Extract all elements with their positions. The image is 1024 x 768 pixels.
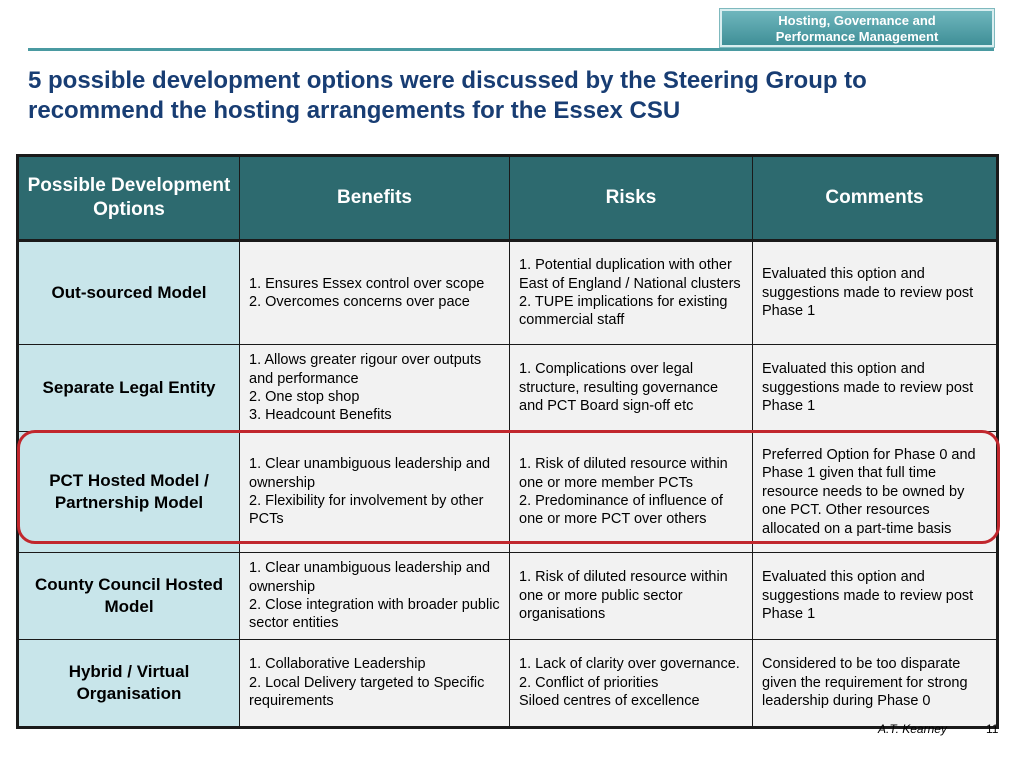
comments-cell: Considered to be too disparate given the requirement for strong leadership during Phase 0 — [753, 640, 998, 728]
option-name: PCT Hosted Model / Partnership Model — [18, 432, 240, 553]
column-header-benefits: Benefits — [240, 156, 510, 241]
comments-cell: Evaluated this option and suggestions made to review post Phase 1 — [753, 241, 998, 345]
risks-cell: 1. Risk of diluted resource within one or more public sector organisations — [510, 553, 753, 640]
risks-cell: 1. Risk of diluted resource within one or more member PCTs 2. Predominance of influence of one or more PCT over others — [510, 432, 753, 553]
comments-cell: Evaluated this option and suggestions made to review post Phase 1 — [753, 553, 998, 640]
table-header-row — [18, 156, 998, 241]
table-row — [18, 640, 998, 728]
option-name: Separate Legal Entity — [18, 345, 240, 432]
page-title: 5 possible development options were discussed by the Steering Group to recommend the hosting arrangements for the Essex CSU — [28, 67, 867, 124]
table-row — [18, 241, 998, 345]
option-name: County Council Hosted Model — [18, 553, 240, 640]
comments-cell: Preferred Option for Phase 0 and Phase 1 given that full time resource needs to be owned by one PCT. Other resources allocated on a part-time basis — [753, 432, 998, 553]
footer-brand: A.T. Kearney — [878, 722, 947, 736]
section-badge — [720, 9, 994, 47]
section-badge-label: Hosting, Governance and Performance Management — [775, 13, 939, 44]
column-header-risks: Risks — [510, 156, 753, 241]
benefits-cell: 1. Clear unambiguous leadership and ownership 2. Close integration with broader public sector entities — [240, 553, 510, 640]
risks-cell: 1. Potential duplication with other East of England / National clusters 2. TUPE implications for existing commercial staff — [510, 241, 753, 345]
risks-cell: 1. Complications over legal structure, resulting governance and PCT Board sign-off etc — [510, 345, 753, 432]
option-name: Hybrid / Virtual Organisation — [18, 640, 240, 728]
benefits-cell: 1. Clear unambiguous leadership and ownership 2. Flexibility for involvement by other PCTs — [240, 432, 510, 553]
benefits-cell: 1. Allows greater rigour over outputs and performance 2. One stop shop 3. Headcount Benefits — [240, 345, 510, 432]
option-name: Out-sourced Model — [18, 241, 240, 345]
table-row — [18, 345, 998, 432]
column-header-comments: Comments — [753, 156, 998, 241]
benefits-cell: 1. Collaborative Leadership 2. Local Delivery targeted to Specific requirements — [240, 640, 510, 728]
comments-cell: Evaluated this option and suggestions made to review post Phase 1 — [753, 345, 998, 432]
table-row — [18, 432, 998, 553]
page-number: 11 — [986, 722, 999, 736]
header-divider — [28, 48, 994, 51]
options-table — [16, 154, 999, 729]
benefits-cell: 1. Ensures Essex control over scope 2. Overcomes concerns over pace — [240, 241, 510, 345]
risks-cell: 1. Lack of clarity over governance. 2. Conflict of priorities Siloed centres of excellence — [510, 640, 753, 728]
column-header-options: Possible Development Options — [18, 156, 240, 241]
table-row — [18, 553, 998, 640]
